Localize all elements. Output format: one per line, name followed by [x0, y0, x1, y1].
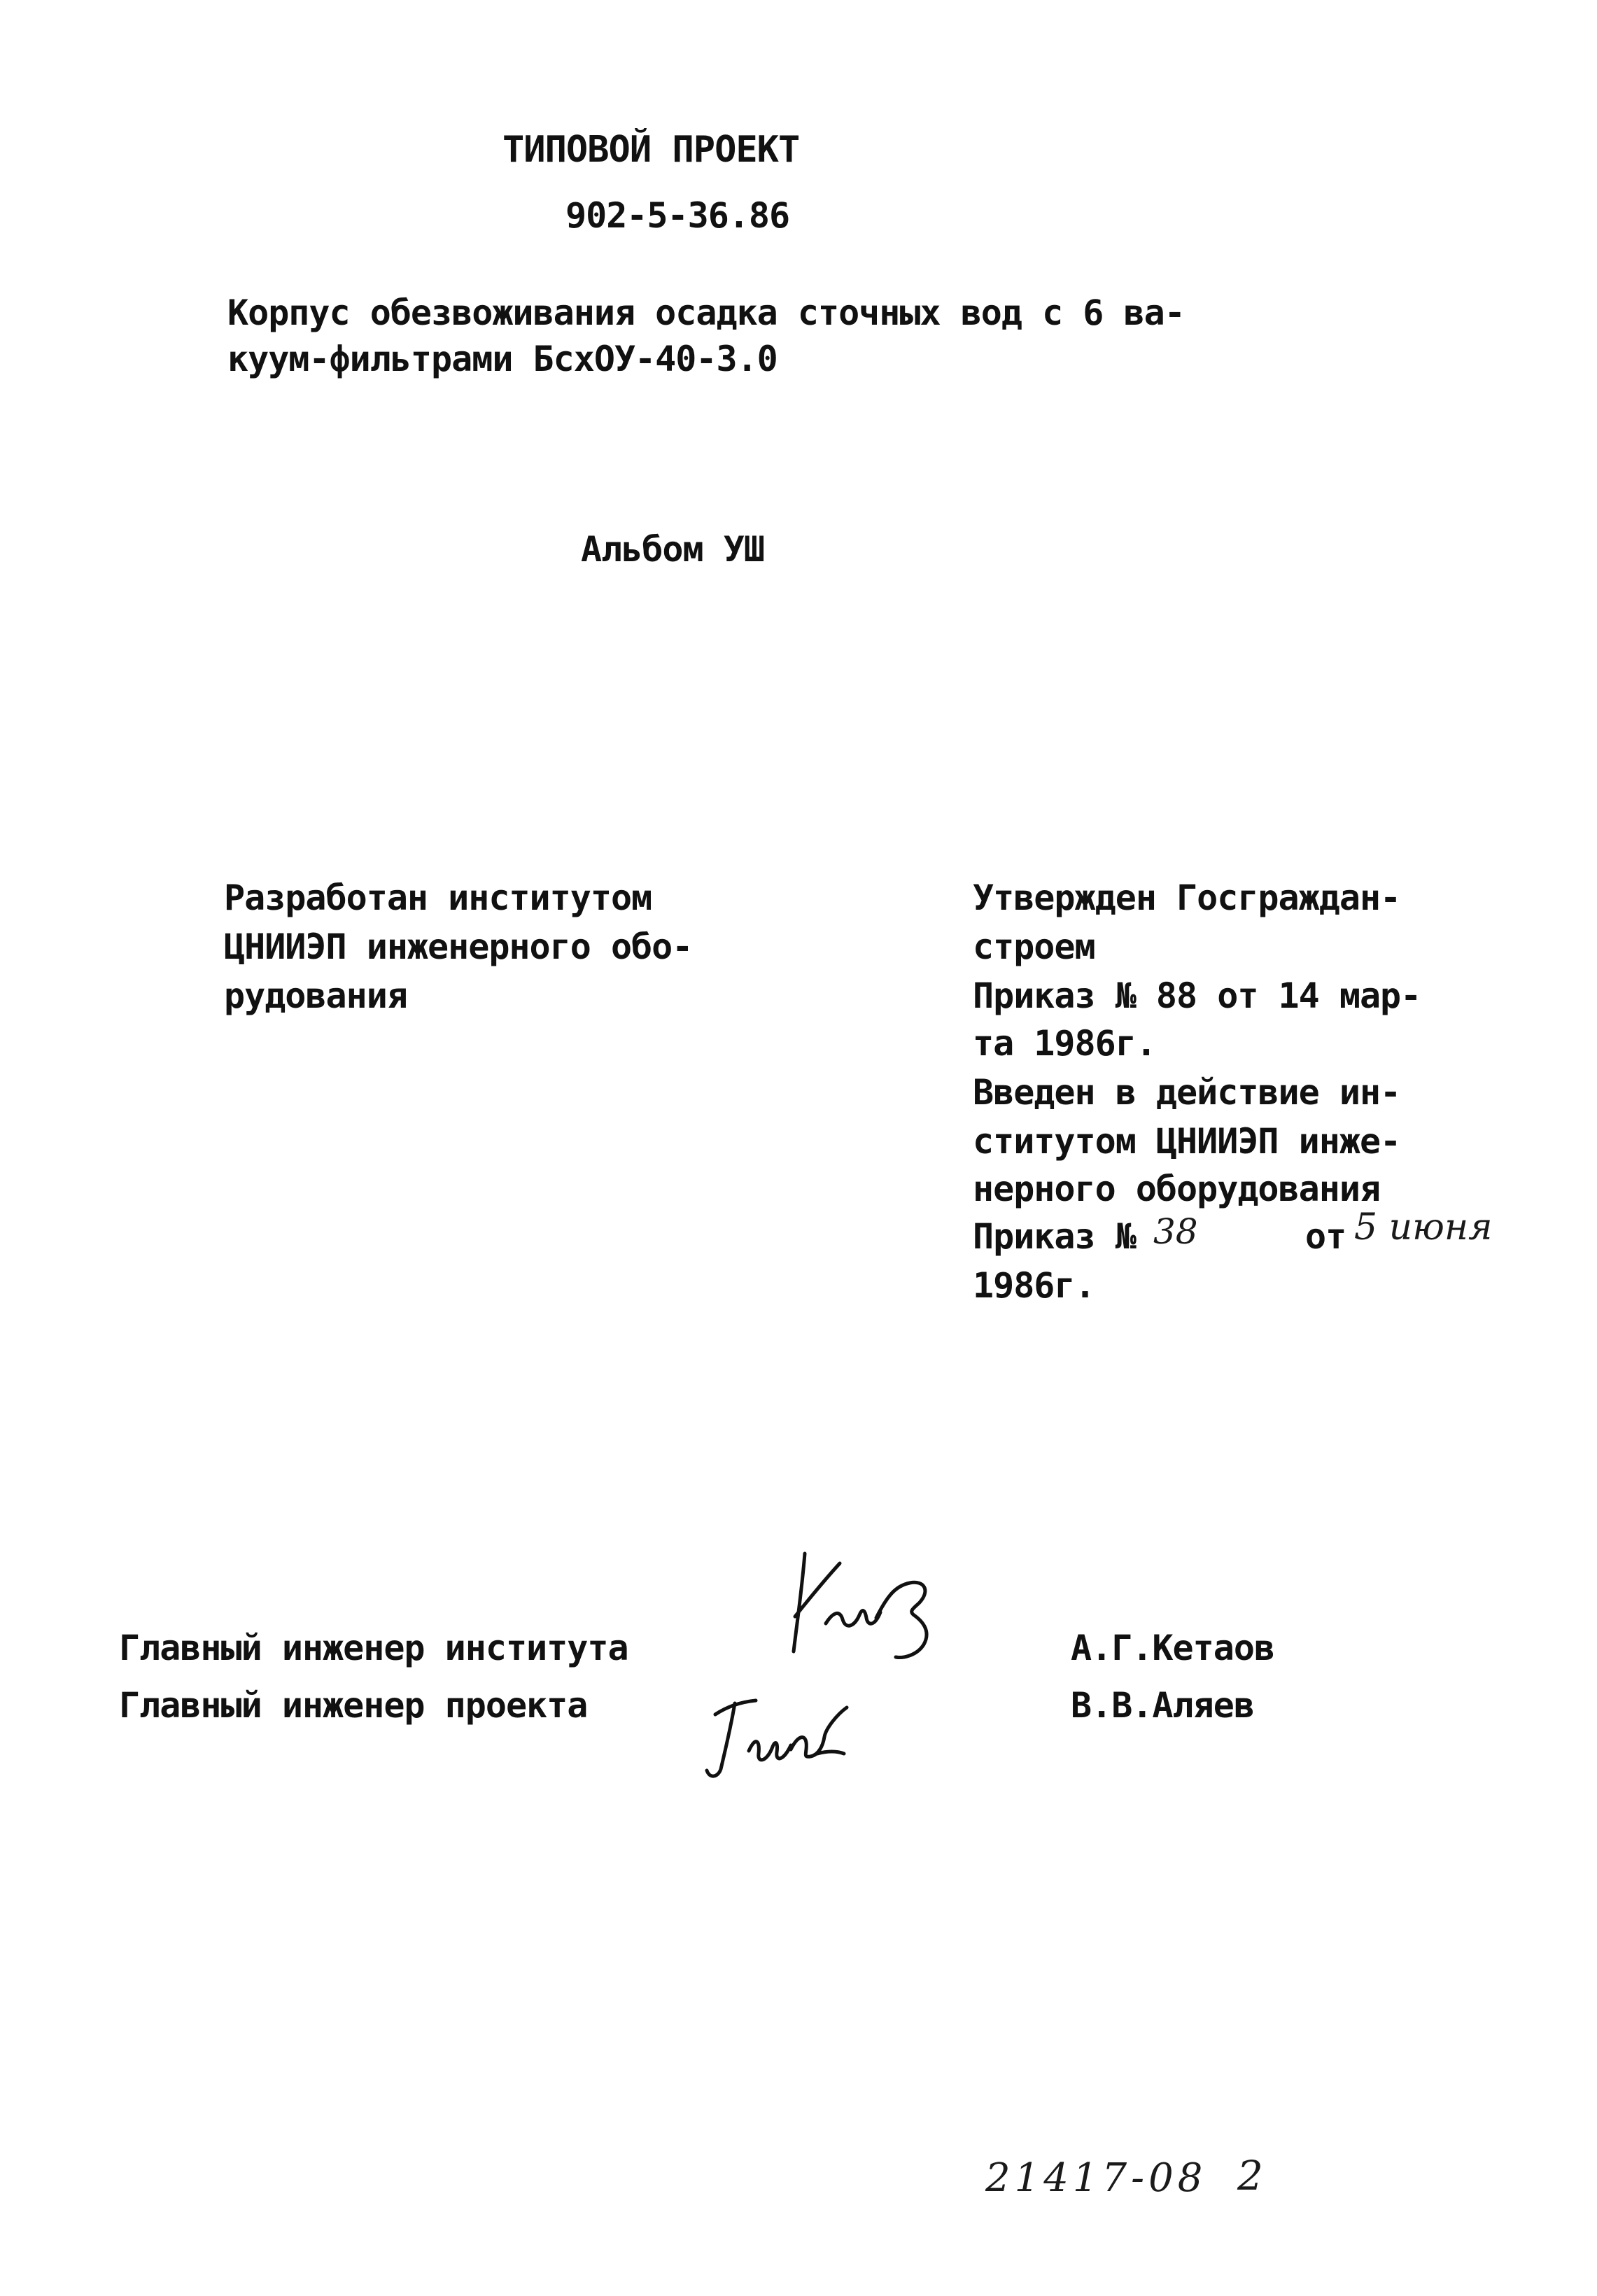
approval-line-3: Приказ № 88 от 14 мар-: [973, 976, 1421, 1016]
order-prefix: Приказ №: [973, 1216, 1136, 1257]
signatory-name-1: А.Г.Кетаов: [1071, 1628, 1275, 1668]
description-line-2: куум-фильтрами БсхОУ-40-3.0: [227, 339, 778, 379]
developer-line-1: Разработан институтом: [224, 878, 652, 918]
page-number: 2: [1237, 2152, 1263, 2199]
approval-line-6: ститутом ЦНИИЭП инже-: [973, 1121, 1401, 1162]
inventory-number: 21417-08: [985, 2155, 1207, 2201]
signatory-role-2: Главный инженер проекта: [119, 1685, 588, 1726]
order-from: от: [1305, 1216, 1346, 1257]
signatory-role-1: Главный инженер института: [119, 1628, 628, 1668]
signature-chief-engineer-project: [700, 1686, 868, 1791]
signature-chief-engineer-institute: [784, 1540, 952, 1679]
order-date-handwritten: 5 июня: [1354, 1206, 1493, 1248]
album-label: Альбом УШ: [581, 529, 764, 570]
document-title: ТИПОВОЙ ПРОЕКТ: [502, 129, 800, 171]
approval-line-5: Введен в действие ин-: [973, 1072, 1401, 1113]
approval-line-1: Утвержден Госграждан-: [973, 878, 1401, 918]
order-number-handwritten: 38: [1153, 1211, 1198, 1252]
description-line-1: Корпус обезвоживания осадка сточных вод с 6 ва-: [227, 293, 1185, 333]
approval-line-4: та 1986г.: [973, 1023, 1156, 1064]
approval-line-2: строем: [973, 927, 1095, 967]
approval-line-7: нерного оборудования: [973, 1169, 1381, 1209]
project-number: 902-5-36.86: [565, 195, 790, 236]
signatory-name-2: В.В.Аляев: [1071, 1685, 1254, 1726]
order-year: 1986г.: [973, 1265, 1095, 1306]
developer-line-3: рудования: [224, 976, 407, 1016]
developer-line-2: ЦНИИЭП инженерного обо-: [224, 927, 693, 967]
